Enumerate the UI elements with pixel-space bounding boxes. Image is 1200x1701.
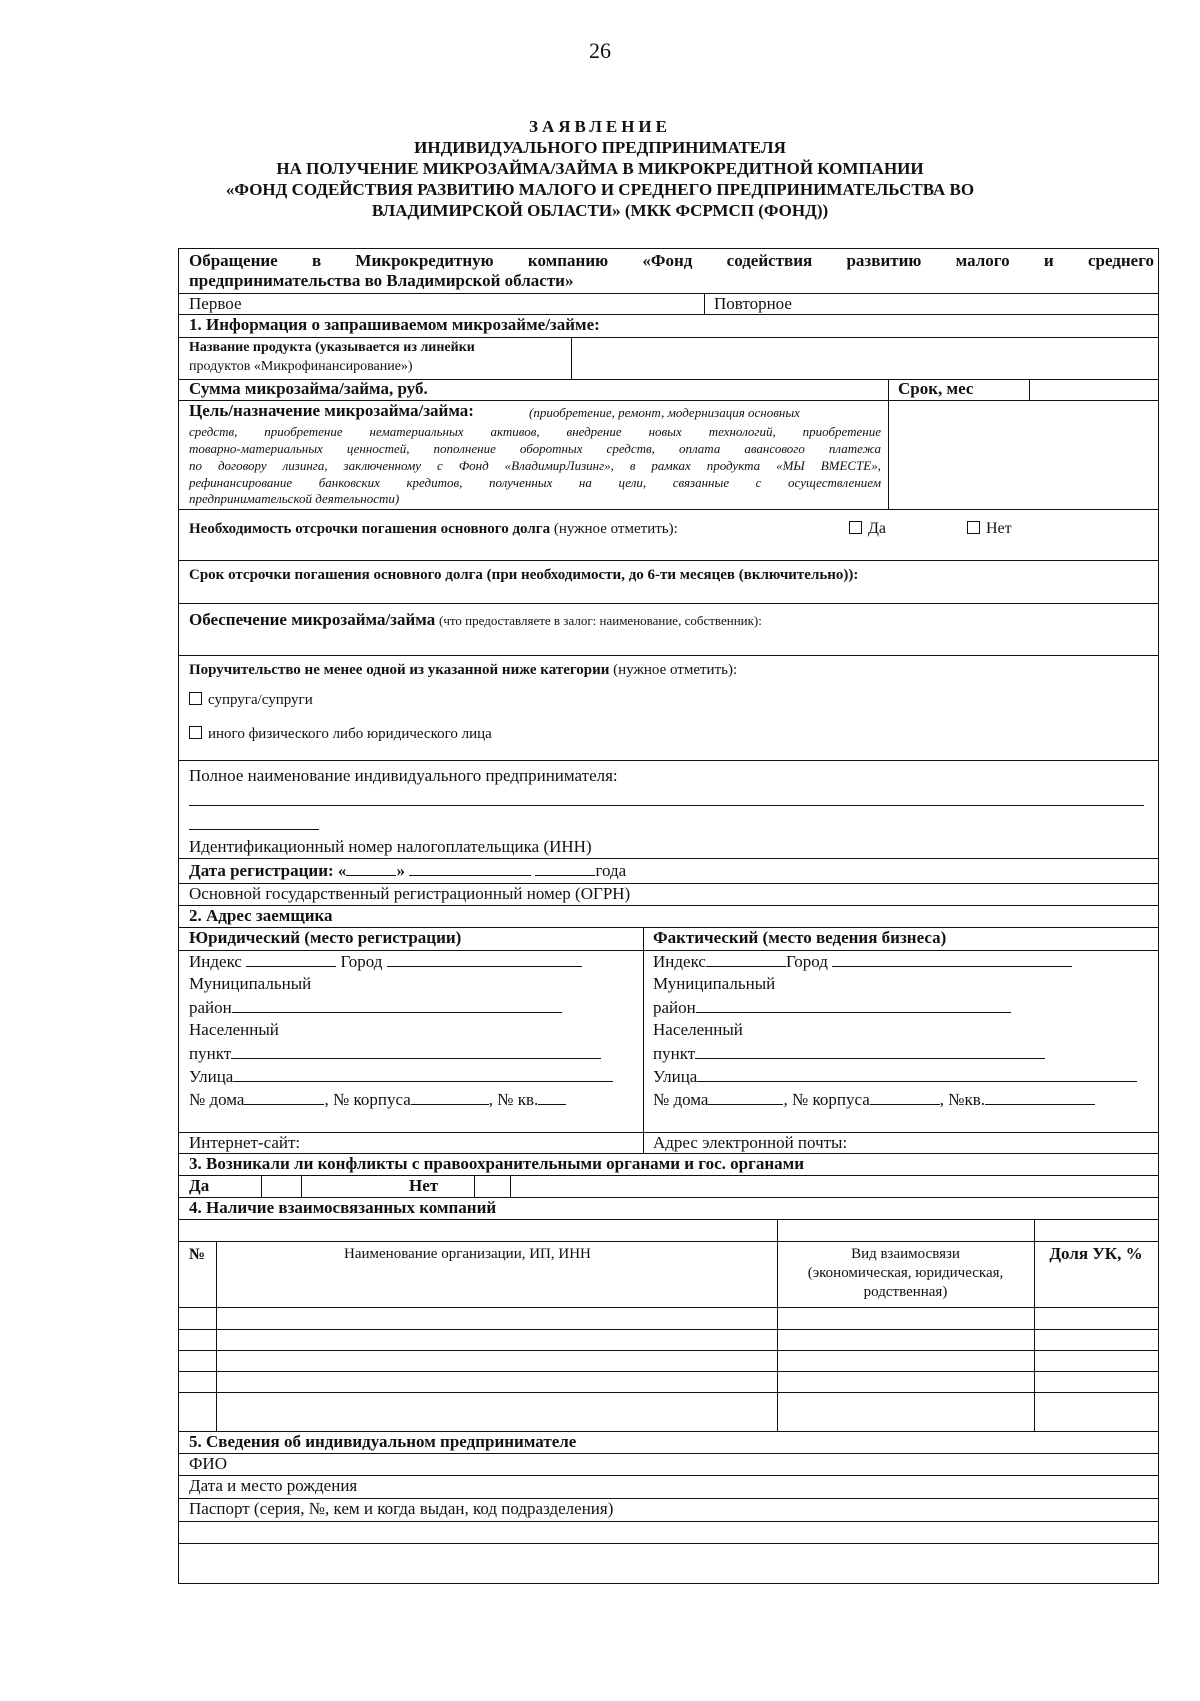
actual-address-title: Фактический (место ведения бизнеса): [653, 928, 947, 947]
document-title: [140, 116, 1060, 221]
deferral-need: [189, 521, 678, 538]
inn-label: Идентификационный номер налогоплательщика (ИНН): [189, 837, 592, 856]
fio-label: ФИО: [189, 1454, 227, 1473]
legal-district-label: район: [189, 998, 232, 1017]
deferral-yes-label: Да: [868, 520, 887, 537]
actual-house-label: № дома: [653, 1090, 709, 1109]
legal-point-row: [189, 1044, 601, 1064]
conflict-no-cell[interactable]: [476, 1177, 508, 1195]
title-line-5: ВЛАДИМИРСКОЙ ОБЛАСТИ» (МКК ФСРМСП (ФОНД)): [371, 201, 829, 220]
conflict-no-label: Нет: [409, 1176, 439, 1195]
title-line-2: ИНДИВИДУАЛЬНОГО ПРЕДПРИНИМАТЕЛЯ: [414, 138, 786, 157]
col-relation-header-1: Вид взаимосвязи: [851, 1246, 960, 1262]
appeal-line-2: предпринимательства во Владимирской области»: [189, 271, 574, 290]
reg-date-close: »: [396, 861, 405, 880]
actual-street-label: Улица: [653, 1067, 698, 1086]
purpose-line-6: предпринимательской деятельности): [189, 491, 400, 506]
actual-building-label: , № корпуса: [783, 1090, 870, 1109]
actual-municipal-label: Муниципальный: [653, 974, 776, 993]
amount-label: Сумма микрозайма/займа, руб.: [189, 379, 428, 398]
deferral-need-label: Необходимость отсрочки погашения основного долга: [189, 521, 551, 537]
table-row[interactable]: [179, 1392, 1158, 1393]
reg-year-field[interactable]: [535, 861, 595, 876]
application-form: [178, 248, 1159, 1584]
deferral-yes-option[interactable]: [849, 520, 886, 538]
actual-point-row: [653, 1044, 1045, 1064]
actual-index-label: Индекс: [653, 952, 706, 971]
legal-street-field[interactable]: [233, 1067, 613, 1082]
col-relation-header-2: (экономическая, юридическая,: [807, 1265, 1004, 1281]
table-row[interactable]: [179, 1329, 1158, 1330]
guarantee-label: Поручительство не менее одной из указанной ниже категории: [189, 662, 610, 678]
legal-settlement-label: Населенный: [189, 1020, 279, 1039]
actual-house-field[interactable]: [708, 1090, 783, 1105]
ogrn-label: Основной государственный регистрационный номер (ОГРН): [189, 884, 631, 903]
full-name-line[interactable]: [189, 805, 1144, 806]
purpose-line-5: рефинансирование банковских кредитов, полученных на цели, связанные с осуществлением: [189, 475, 881, 490]
actual-apt-field[interactable]: [985, 1090, 1095, 1105]
purpose-line-3: товарно-материальных ценностей, пополнение оборотных средств, оплата авансового платежа: [189, 441, 881, 456]
legal-address-title: Юридический (место регистрации): [189, 928, 462, 947]
collateral-note: (что предоставляете в залог: наименование, собственник):: [439, 613, 762, 628]
registration-date: [189, 861, 626, 881]
title-line-1: ЗАЯВЛЕНИЕ: [528, 117, 671, 136]
section2-title: 2. Адрес заемщика: [189, 906, 333, 925]
term-label: Срок, мес: [898, 379, 974, 398]
conflict-yes-label: Да: [189, 1176, 210, 1195]
legal-house-field[interactable]: [244, 1090, 324, 1105]
reg-day-field[interactable]: [346, 861, 396, 876]
legal-building-label: , № корпуса: [324, 1090, 411, 1109]
actual-street-row: [653, 1067, 1137, 1087]
section3-title: 3. Возникали ли конфликты с правоохранительными органами и гос. органами: [189, 1154, 804, 1173]
deferral-need-note: (нужное отметить):: [553, 521, 678, 537]
legal-point-field[interactable]: [231, 1044, 601, 1059]
legal-point-label: пункт: [189, 1044, 232, 1063]
actual-index-field[interactable]: [706, 952, 786, 967]
deferral-no-label: Нет: [986, 520, 1012, 537]
guarantee-note: (нужное отметить):: [613, 662, 738, 678]
guarantee-option-other[interactable]: [189, 726, 492, 743]
legal-house-label: № дома: [189, 1090, 245, 1109]
page-number: 26: [589, 38, 611, 63]
actual-point-label: пункт: [653, 1044, 696, 1063]
actual-settlement-label: Населенный: [653, 1020, 743, 1039]
legal-building-field[interactable]: [411, 1090, 489, 1105]
legal-district-field[interactable]: [232, 998, 562, 1013]
col-share-header: Доля УК, %: [1049, 1244, 1143, 1263]
legal-index-field[interactable]: [246, 952, 336, 967]
title-line-4: «ФОНД СОДЕЙСТВИЯ РАЗВИТИЮ МАЛОГО И СРЕДНЕГО ПРЕДПРИНИМАТЕЛЬСТВА ВО: [225, 180, 975, 199]
year-label: года: [595, 861, 627, 880]
product-label-1: Название продукта (указывается из линейки: [189, 340, 475, 355]
legal-house-row: [189, 1090, 566, 1110]
actual-building-field[interactable]: [870, 1090, 940, 1105]
reg-date-label: Дата регистрации: «: [189, 861, 347, 880]
legal-apt-label: , № кв.: [488, 1090, 539, 1109]
email-label: Адрес электронной почты:: [653, 1133, 848, 1152]
actual-district-field[interactable]: [696, 998, 1011, 1013]
full-name-line-2[interactable]: [189, 829, 319, 830]
legal-index-row: [189, 952, 582, 972]
actual-district-label: район: [653, 998, 696, 1017]
guarantee-spouse-label: супруга/супруги: [208, 692, 313, 708]
table-row[interactable]: [179, 1350, 1158, 1351]
collateral: [189, 611, 762, 630]
appeal-first-label: Первое: [189, 294, 242, 313]
collateral-label: Обеспечение микрозайма/займа: [189, 610, 436, 629]
purpose-line-2: средств, приобретение нематериальных активов, внедрение новых технологий, приобретение: [189, 424, 881, 439]
col-relation-header-3: родственная): [863, 1284, 948, 1300]
guarantee-option-spouse[interactable]: [189, 692, 313, 709]
actual-street-field[interactable]: [697, 1067, 1137, 1082]
guarantee-spouse-checkbox[interactable]: [189, 692, 202, 705]
legal-city-field[interactable]: [387, 952, 582, 967]
guarantee-other-checkbox[interactable]: [189, 726, 202, 739]
deferral-yes-checkbox[interactable]: [849, 521, 862, 534]
conflict-yes-cell[interactable]: [263, 1177, 299, 1195]
reg-month-field[interactable]: [409, 861, 531, 876]
table-row[interactable]: [179, 1371, 1158, 1372]
birth-label: Дата и место рождения: [189, 1476, 358, 1495]
appeal-repeat-label: Повторное: [714, 294, 792, 313]
actual-apt-label: , №кв.: [939, 1090, 986, 1109]
deferral-no-checkbox[interactable]: [967, 521, 980, 534]
section4-title: 4. Наличие взаимосвязанных компаний: [189, 1198, 497, 1217]
col-number-header: №: [189, 1246, 206, 1263]
purpose-line-4: по договору лизинга, заключенному с Фонд «ВладимирЛизинг», в рамках продукта «МЫ ВМЕСТЕ»,: [189, 458, 881, 473]
title-line-3: НА ПОЛУЧЕНИЕ МИКРОЗАЙМА/ЗАЙМА В МИКРОКРЕДИТНОЙ КОМПАНИИ: [276, 159, 924, 178]
website-label: Интернет-сайт:: [189, 1133, 301, 1152]
purpose-title: Цель/назначение микрозайма/займа:: [189, 401, 474, 420]
full-name-label: Полное наименование индивидуального предпринимателя:: [189, 766, 618, 785]
actual-city-label: Город: [785, 952, 828, 971]
actual-index-row: [653, 952, 1072, 972]
deferral-term-label: Срок отсрочки погашения основного долга (при необходимости, до 6-ти месяцев (включительно)):: [189, 567, 859, 583]
legal-district-row: [189, 998, 562, 1018]
legal-municipal-label: Муниципальный: [189, 974, 312, 993]
divider: [179, 293, 1158, 294]
section1-title: 1. Информация о запрашиваемом микрозайме/займе:: [189, 315, 600, 334]
deferral-no-option[interactable]: [967, 520, 1012, 538]
purpose-line-1: (приобретение, ремонт, модернизация основных: [529, 405, 800, 420]
product-label-2: продуктов «Микрофинансирование»): [189, 359, 413, 374]
section5-title: 5. Сведения об индивидуальном предпринимателе: [189, 1432, 577, 1451]
appeal-line-1: Обращение в Микрокредитную компанию «Фонд содействия развитию малого и среднего: [189, 251, 1154, 270]
guarantee: [189, 662, 737, 679]
actual-city-field[interactable]: [832, 952, 1072, 967]
legal-index-label: Индекс: [189, 952, 242, 971]
legal-city-label: Город: [340, 952, 383, 971]
col-name-header: Наименование организации, ИП, ИНН: [344, 1246, 591, 1262]
legal-street-label: Улица: [189, 1067, 234, 1086]
legal-street-row: [189, 1067, 613, 1087]
actual-house-row: [653, 1090, 1095, 1110]
actual-point-field[interactable]: [695, 1044, 1045, 1059]
actual-district-row: [653, 998, 1011, 1018]
guarantee-other-label: иного физического либо юридического лица: [208, 726, 492, 742]
legal-apt-field[interactable]: [538, 1090, 566, 1105]
passport-label: Паспорт (серия, №, кем и когда выдан, код подразделения): [189, 1499, 614, 1518]
